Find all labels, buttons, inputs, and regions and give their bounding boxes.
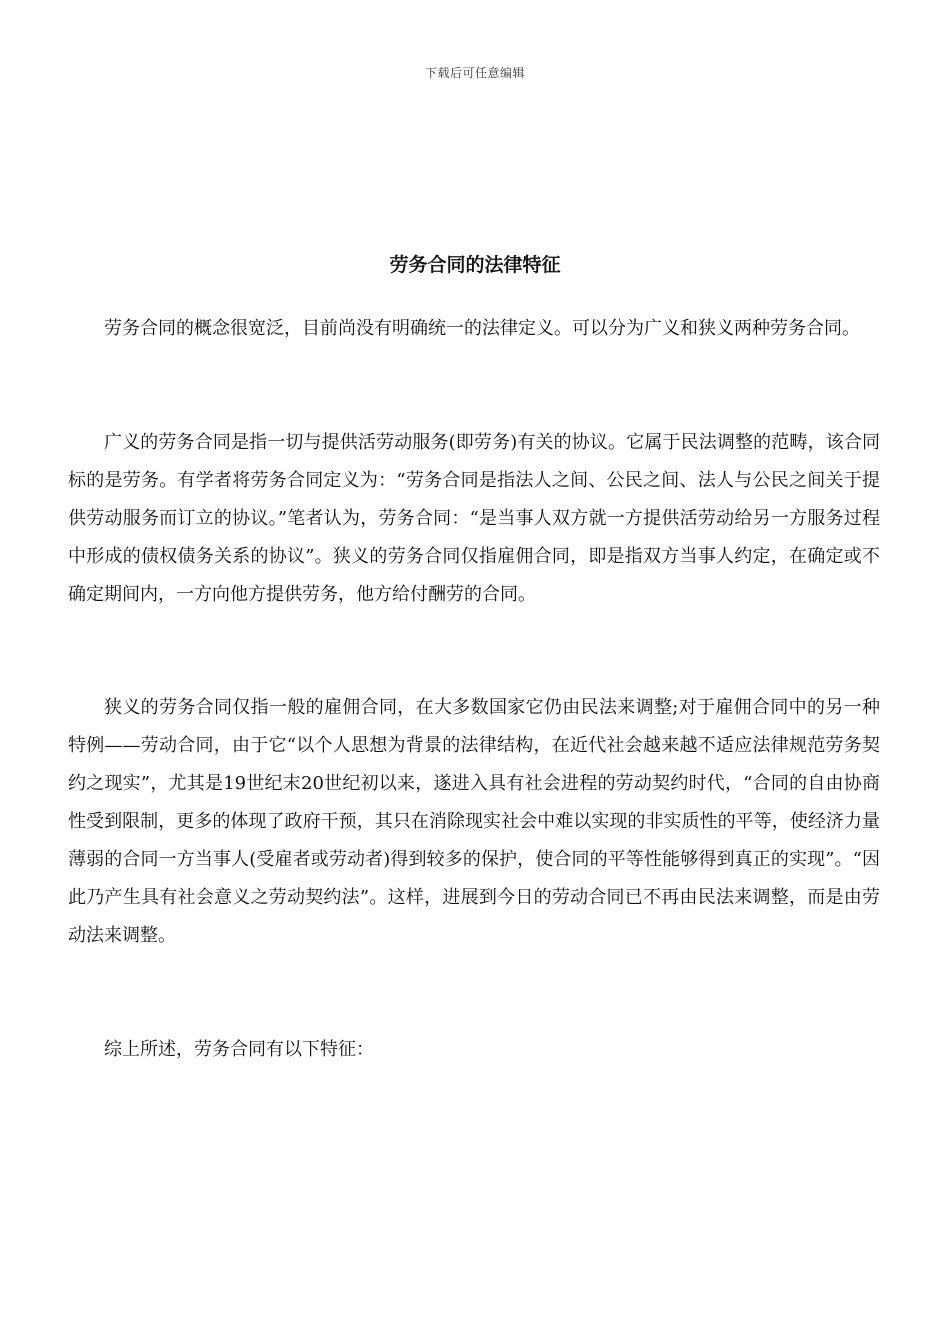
paragraph-broad-definition: 广义的劳务合同是指一切与提供活劳动服务(即劳务)有关的协议。它属于民法调整的范畴，该合同标的是劳务。有学者将劳务合同定义为：“劳务合同是指法人之间、公民之间、法人与公民之间关于提供劳动服务而订立的协议。”笔者认为，劳务合同：“是当事人双方就一方提供活劳动给另一方服务过程中形成的债权债务关系的协议”。狭义的劳务合同仅指雇佣合同，即是指双方当事人约定，在确定或不确定期间内，一方向他方提供劳务，他方给付酬劳的合同。: [68, 432, 880, 605]
paragraph-concept: 劳务合同的概念很宽泛，目前尚没有明确统一的法律定义。可以分为广义和狭义两种劳务合同。: [104, 318, 860, 339]
paragraph-summary: 综上所述，劳务合同有以下特征：: [104, 1039, 374, 1060]
document-title: 劳务合同的法律特征: [389, 254, 561, 276]
paragraph-narrow-definition: 狭义的劳务合同仅指一般的雇佣合同，在大多数国家它仍由民法来调整;对于雇佣合同中的另一种特例——劳动合同，由于它“以个人思想为背景的法律结构，在近代社会越来越不适应法律规范劳务契约之现实”，尤其是19世纪末20世纪初以来，遂进入具有社会进程的劳动契约时代，“合同的自由协商性受到限制，更多的体现了政府干预，其只在消除现实社会中难以实现的非实质性的平等，使经济力量薄弱的合同一方当事人(受雇者或劳动者)得到较多的保护，使合同的平等性能够得到真正的实现”。“因此乃产生具有社会意义之劳动契约法”。这样，进展到今日的劳动合同已不再由民法来调整，而是由劳动法来调整。: [68, 697, 880, 946]
header-note: 下载后可任意编辑: [424, 66, 525, 80]
